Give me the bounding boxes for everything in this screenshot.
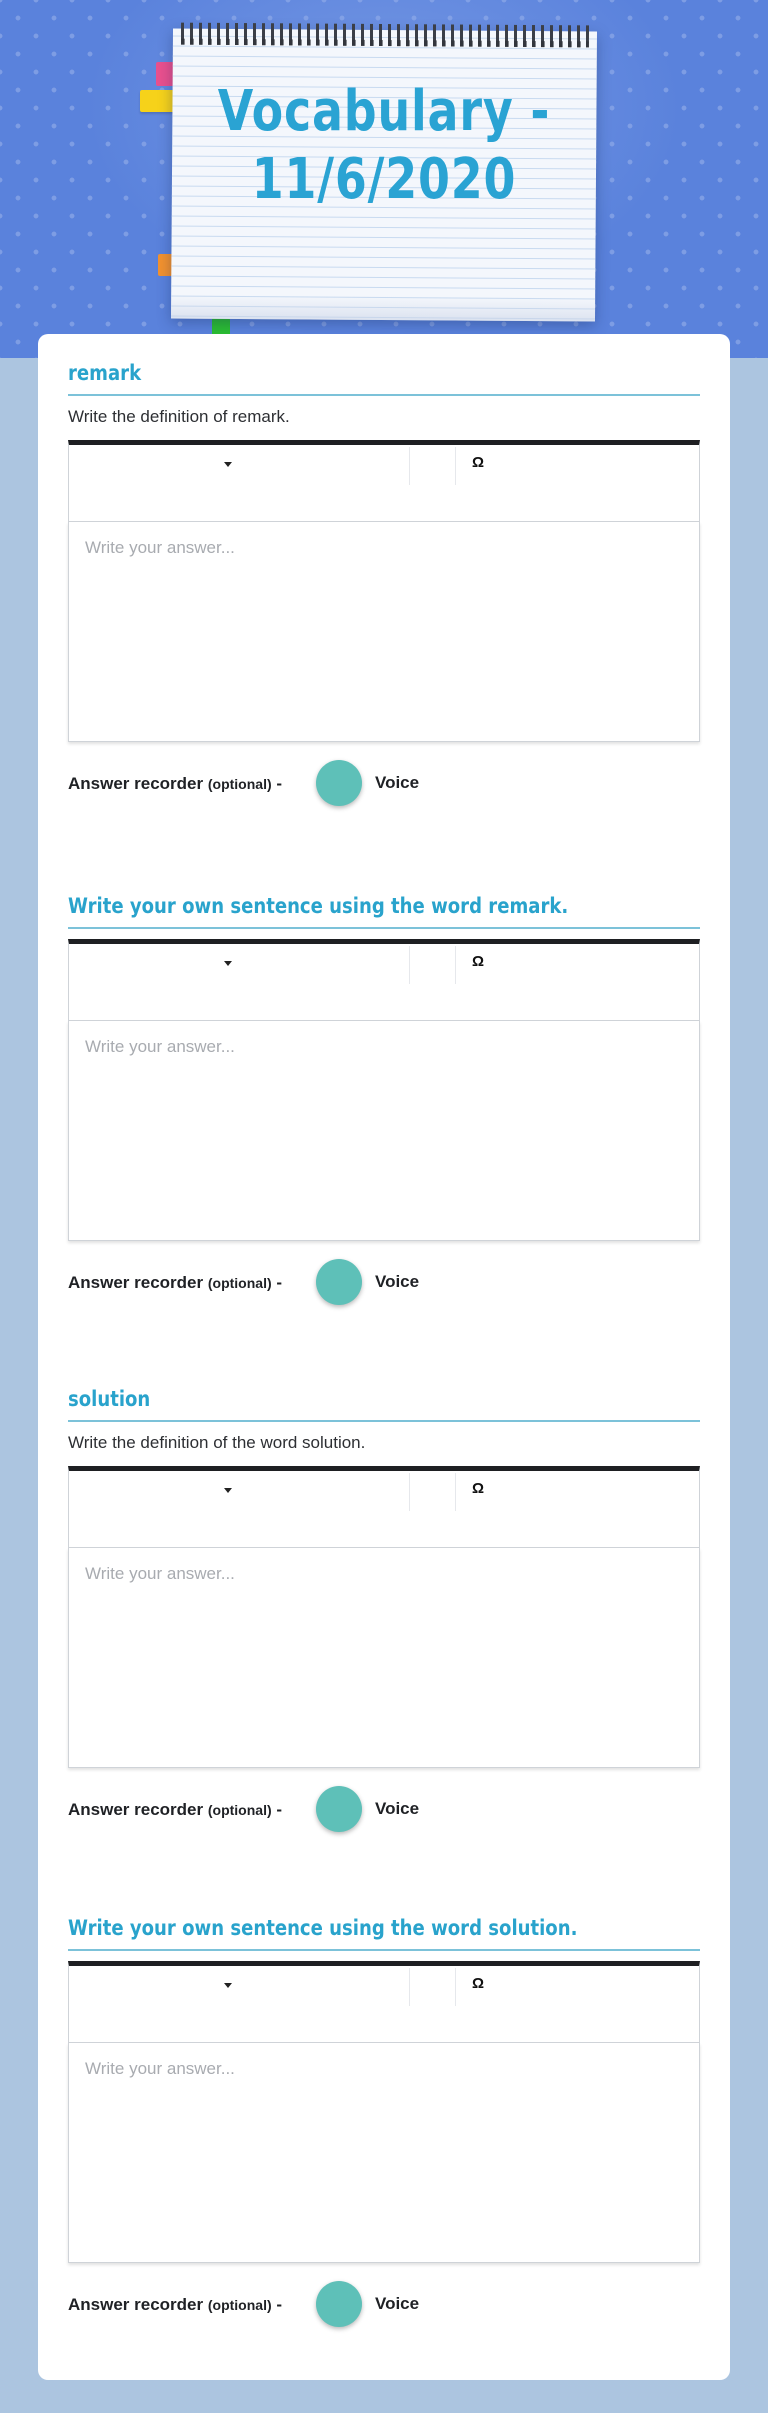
toolbar-divider xyxy=(455,1968,456,2006)
heading-divider xyxy=(68,394,700,396)
question-3 xyxy=(68,1386,700,1834)
format-dropdown-icon[interactable] xyxy=(224,1488,232,1493)
toolbar-divider xyxy=(455,1473,456,1511)
answer-editor xyxy=(68,440,700,742)
toolbar-divider xyxy=(455,447,456,485)
toolbar-divider xyxy=(455,946,456,984)
editor-toolbar xyxy=(68,1466,700,1548)
answer-recorder xyxy=(68,760,700,808)
worksheet-card xyxy=(38,334,730,2380)
special-characters-icon[interactable]: Ω xyxy=(472,1480,485,1497)
heading-divider xyxy=(68,1949,700,1951)
toolbar-divider xyxy=(409,946,410,984)
question-heading: Write your own sentence using the word remark. xyxy=(68,894,569,918)
format-dropdown-icon[interactable] xyxy=(224,961,232,966)
record-voice-button[interactable] xyxy=(316,1259,362,1305)
question-heading: solution xyxy=(68,1387,151,1411)
answer-textarea[interactable]: Write your answer... xyxy=(68,2043,700,2263)
editor-toolbar xyxy=(68,1961,700,2043)
recorder-label: Answer recorder (optional) - xyxy=(68,2295,283,2314)
page-title xyxy=(69,78,699,214)
question-description: Write the definition of the word solution. xyxy=(68,1433,366,1452)
notebook-shade xyxy=(171,295,595,322)
answer-recorder xyxy=(68,1786,700,1834)
page-title-line-1: Vocabulary - xyxy=(217,79,551,144)
question-heading: remark xyxy=(68,361,142,385)
heading-divider xyxy=(68,1420,700,1422)
recorder-label: Answer recorder (optional) - xyxy=(68,1800,283,1819)
answer-editor xyxy=(68,1961,700,2263)
record-voice-button[interactable] xyxy=(316,2281,362,2327)
special-characters-icon[interactable]: Ω xyxy=(472,454,485,471)
toolbar-divider xyxy=(409,447,410,485)
answer-editor xyxy=(68,939,700,1241)
answer-textarea[interactable]: Write your answer... xyxy=(68,1548,700,1768)
record-voice-button[interactable] xyxy=(316,760,362,806)
question-1 xyxy=(68,360,700,808)
editor-toolbar xyxy=(68,440,700,522)
format-dropdown-icon[interactable] xyxy=(224,462,232,467)
answer-recorder xyxy=(68,2281,700,2329)
recorder-label: Answer recorder (optional) - xyxy=(68,1273,283,1292)
special-characters-icon[interactable]: Ω xyxy=(472,953,485,970)
voice-label: Voice xyxy=(375,2294,420,2313)
answer-textarea[interactable]: Write your answer... xyxy=(68,522,700,742)
format-dropdown-icon[interactable] xyxy=(224,1983,232,1988)
record-voice-button[interactable] xyxy=(316,1786,362,1832)
question-4 xyxy=(68,1915,700,2329)
editor-toolbar xyxy=(68,939,700,1021)
answer-editor xyxy=(68,1466,700,1768)
question-2 xyxy=(68,893,700,1307)
header-banner xyxy=(0,0,768,358)
special-characters-icon[interactable]: Ω xyxy=(472,1975,485,1992)
toolbar-divider xyxy=(409,1473,410,1511)
voice-label: Voice xyxy=(375,1799,420,1818)
question-description: Write the definition of remark. xyxy=(68,407,290,426)
page-title-line-2: 11/6/2020 xyxy=(251,147,517,212)
toolbar-divider xyxy=(409,1968,410,2006)
voice-label: Voice xyxy=(375,1272,420,1291)
question-heading: Write your own sentence using the word solution. xyxy=(68,1916,578,1940)
heading-divider xyxy=(68,927,700,929)
answer-recorder xyxy=(68,1259,700,1307)
voice-label: Voice xyxy=(375,773,420,792)
recorder-label: Answer recorder (optional) - xyxy=(68,774,283,793)
answer-textarea[interactable]: Write your answer... xyxy=(68,1021,700,1241)
